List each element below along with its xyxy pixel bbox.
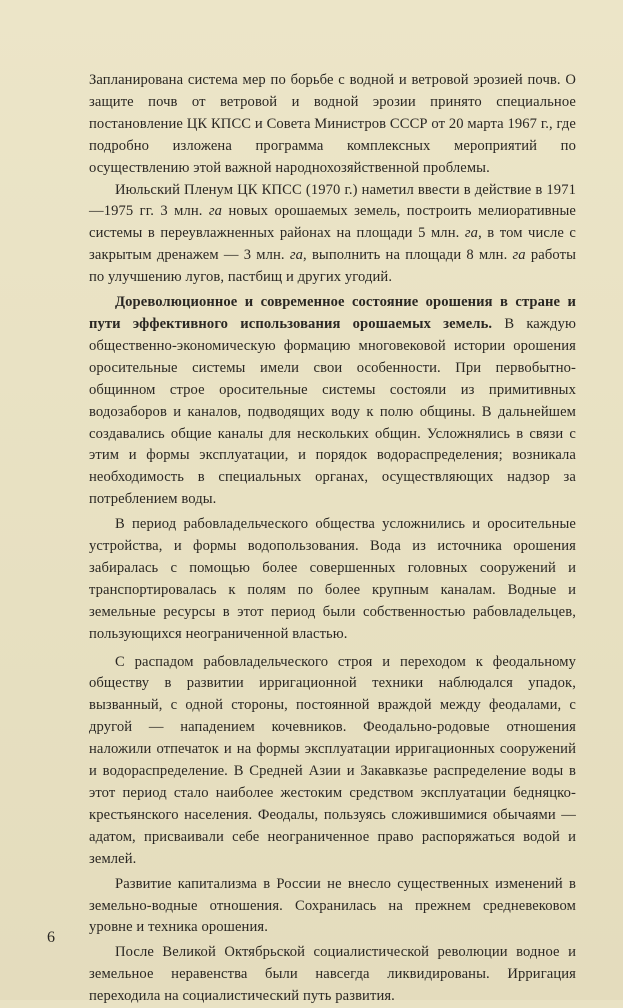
paragraph-history — [89, 292, 576, 511]
plenum-text-2: новых орошаемых земель, построить мелиоративные системы в переувлажненных районах на площади 5 млн. — [89, 203, 577, 242]
paragraph-plenum — [89, 180, 576, 290]
paragraph-erosion: Запланирована система мер по борьбе с водной и ветровой эрозией почв. О защите почв от ветровой и водной эрозии принято специальное постановление ЦК КПСС и Совета Министров СССР от 20 марта 1967 г., где подробно изложена программа комплексных мероприятий по осуществлению этой важной народнохозяйственной проблемы. — [89, 72, 576, 176]
plenum-text-4: , выполнить на площади 8 млн. — [303, 247, 513, 264]
plenum-text-5: работы по улучшению лугов, пастбищ и других угодий. — [89, 247, 576, 286]
page-body — [89, 70, 576, 1008]
section-heading: Дореволюционное и современное состояние орошения в стране и пути эффективного использования орошаемых земель. — [89, 294, 576, 332]
unit-ha: га — [512, 247, 526, 264]
paragraph-slavery: В период рабовладельческого общества усложнились и оросительные устройства, и формы водопользования. Вода из источника орошения забиралась с помощью более совершенных головных сооружений и транспортировалась к полям по более крупным каналам. Водные и земельные ресурсы в этот период были собственностью рабовладельцев, пользующихся неограниченной властью. — [89, 516, 576, 642]
paragraph-capitalism: Развитие капитализма в России не внесло существенных изменений в земельно-водные отношения. Сохранилась на прежнем средневековом уровне и техника орошения. — [89, 875, 576, 936]
unit-ha: га — [289, 247, 304, 264]
plenum-text-1: Июльский Пленум ЦК КПСС (1970 г.) наметил ввести в действие в 1971—1975 гг. 3 млн. — [89, 181, 576, 220]
unit-ha: га — [208, 203, 223, 220]
page-number: 6 — [47, 929, 55, 946]
paragraph-revolution: После Великой Октябрьской социалистической революции водное и земельное неравенства были навсегда ликвидированы. Ирригация переходила на социалистический путь развития. — [89, 944, 576, 1005]
unit-ha: га — [464, 225, 479, 242]
history-body: В каждую общественно-экономическую формацию многовековой истории орошения оросительные системы имели свои особенности. При первобытно-общинном строе оросительные системы состояли из примитивных водозаборов и каналов, подводящих воду к полю общины. В дальнейшем создавались общие каналы для нескольких общин. Усложнялись в связи с этим и формы эксплуатации, и порядок водораспределения; возникала необходимость в специальных органах, осуществляющих надзор за потреблением воды. — [89, 315, 576, 508]
paragraph-feudal: С распадом рабовладельческого строя и переходом к феодальному обществу в развитии ирригационной техники наблюдался упадок, вызванный, с одной стороны, постоянной враждой между феодалами, с другой — нападением кочевников. Феодально-родовые отношения наложили отпечаток и на формы эксплуатации ирригационных сооружений и водораспределение. В Средней Азии и Закавказье распределение воды в этот период стало наиболее жестоким средством эксплуатации бедняцко-крестьянского населения. Феодалы, пользуясь сложившимися обычаями — адатом, присваивали себе неограниченное право распоряжаться водой и землей. — [89, 653, 576, 867]
plenum-text-3: , в том числе с закрытым дренажем — 3 млн. — [89, 225, 576, 264]
